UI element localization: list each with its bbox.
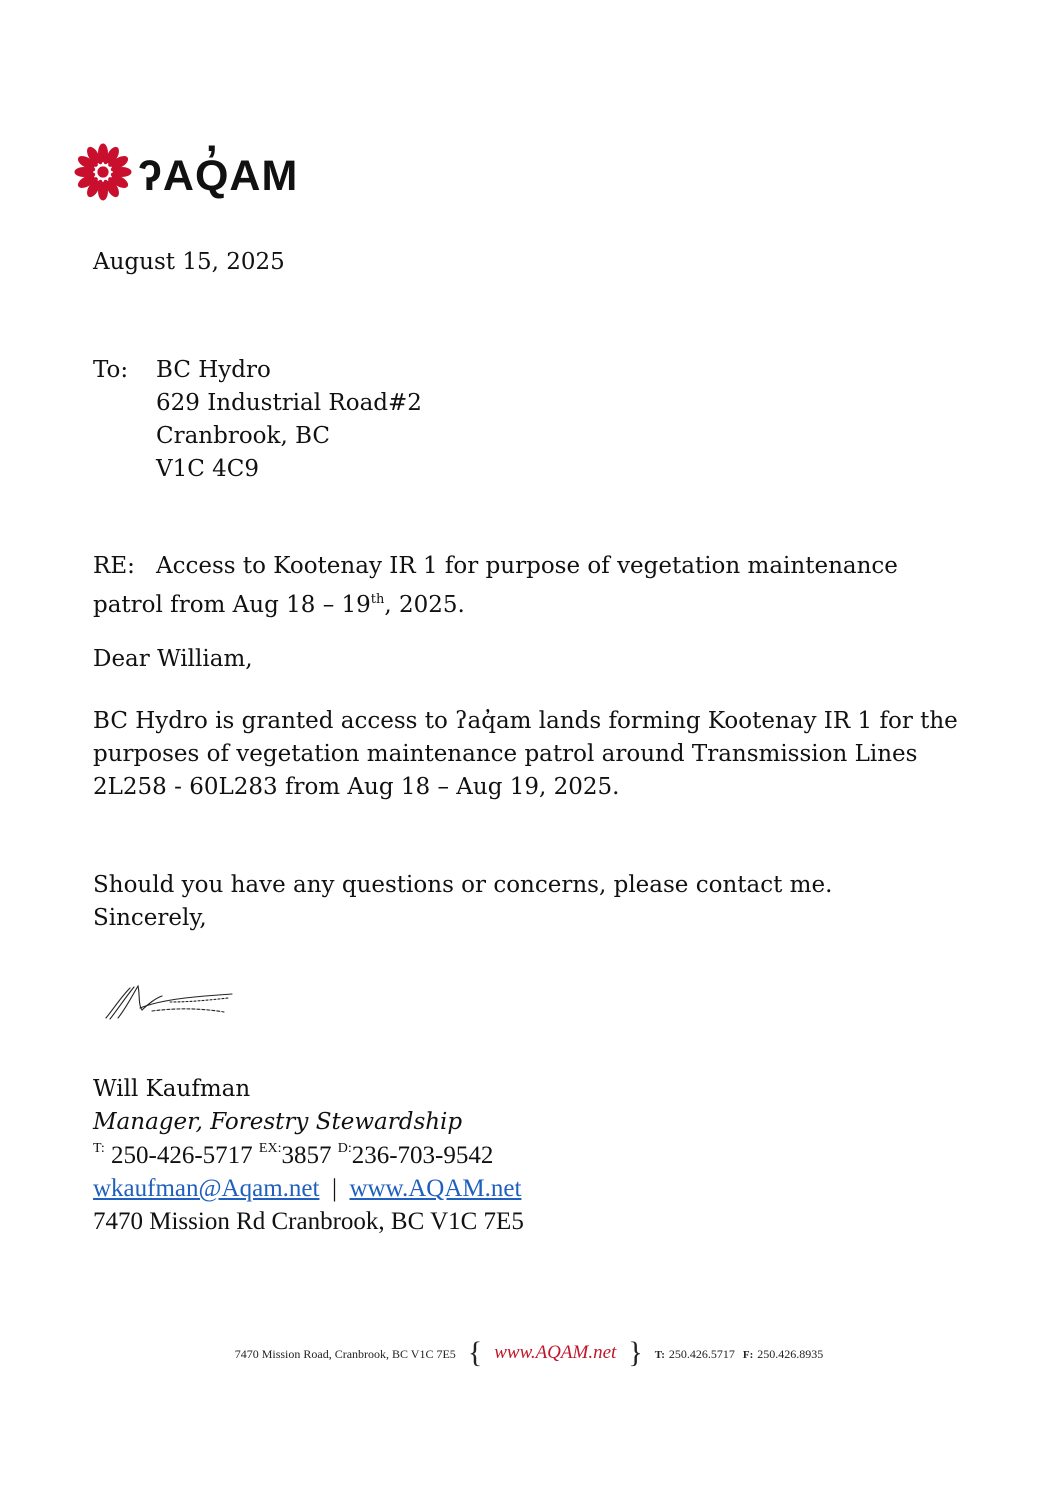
- body-line: 2L258 - 60L283 from Aug 18 – Aug 19, 2025.: [93, 774, 620, 800]
- re-label: RE:: [93, 553, 135, 579]
- body-paragraph: [93, 705, 993, 804]
- footer-brace-open: {: [467, 1336, 483, 1369]
- contact-links: [93, 1172, 524, 1205]
- signer-address: 7470 Mission Rd Cranbrook, BC V1C 7E5: [93, 1208, 524, 1235]
- closing-sincerely: Sincerely,: [93, 905, 207, 931]
- footer-fax: 250.426.8935: [757, 1347, 824, 1361]
- link-separator: |: [331, 1175, 337, 1202]
- recipient-line: Cranbrook, BC: [156, 423, 331, 449]
- subject-text-1: Access to Kootenay IR 1 for purpose of vegetation maintenance: [156, 553, 898, 579]
- subject-line: [93, 550, 898, 583]
- recipient-line: 629 Industrial Road#2: [156, 390, 422, 416]
- recipient-address: [156, 354, 422, 486]
- direct-label: D:: [337, 1141, 352, 1156]
- salutation: Dear William,: [93, 646, 253, 672]
- handwritten-signature: [100, 978, 236, 1024]
- signature-block: [93, 1073, 524, 1238]
- letterhead-footer: [0, 1336, 1058, 1370]
- to-label: To:: [93, 357, 129, 383]
- footer-tel: 250.426.5717: [668, 1347, 735, 1361]
- red-flower-logo-icon: [72, 141, 134, 203]
- closing: [93, 869, 832, 935]
- subject-line-2: [93, 589, 465, 622]
- subject-text-3: , 2025.: [384, 592, 465, 618]
- closing-line: Should you have any questions or concerns, please contact me.: [93, 872, 833, 898]
- ext-label: EX:: [258, 1141, 282, 1156]
- logo-wordmark: ʔAQ̓AM: [138, 152, 299, 200]
- footer-fax-label: F:: [742, 1349, 754, 1361]
- recipient-line: V1C 4C9: [156, 456, 260, 482]
- footer-tel-label: T:: [654, 1349, 665, 1361]
- ext-number: 3857: [281, 1142, 332, 1169]
- email-link[interactable]: wkaufman@Aqam.net: [93, 1175, 320, 1202]
- subject-superscript: th: [370, 592, 385, 607]
- footer-website[interactable]: www.AQAM.net: [494, 1342, 617, 1363]
- direct-number: 236-703-9542: [351, 1142, 494, 1169]
- footer-brace-close: }: [628, 1336, 643, 1369]
- contact-phones: [93, 1139, 524, 1172]
- recipient-line: BC Hydro: [156, 357, 271, 383]
- footer-address: 7470 Mission Road, Cranbrook, BC V1C 7E5: [234, 1347, 456, 1361]
- body-line: BC Hydro is granted access to ʔaq̓am lands forming Kootenay IR 1 for the: [93, 708, 958, 734]
- phone-label: T:: [93, 1141, 105, 1156]
- phone-number: 250-426-5717: [111, 1142, 253, 1169]
- letter-date: August 15, 2025: [93, 249, 285, 275]
- website-link[interactable]: www.AQAM.net: [349, 1175, 522, 1202]
- signer-title: Manager, Forestry Stewardship: [93, 1109, 463, 1135]
- signer-name: Will Kaufman: [93, 1076, 251, 1102]
- subject-text-2: patrol from Aug 18 – 19: [93, 592, 371, 618]
- body-line: purposes of vegetation maintenance patrol around Transmission Lines: [93, 741, 918, 767]
